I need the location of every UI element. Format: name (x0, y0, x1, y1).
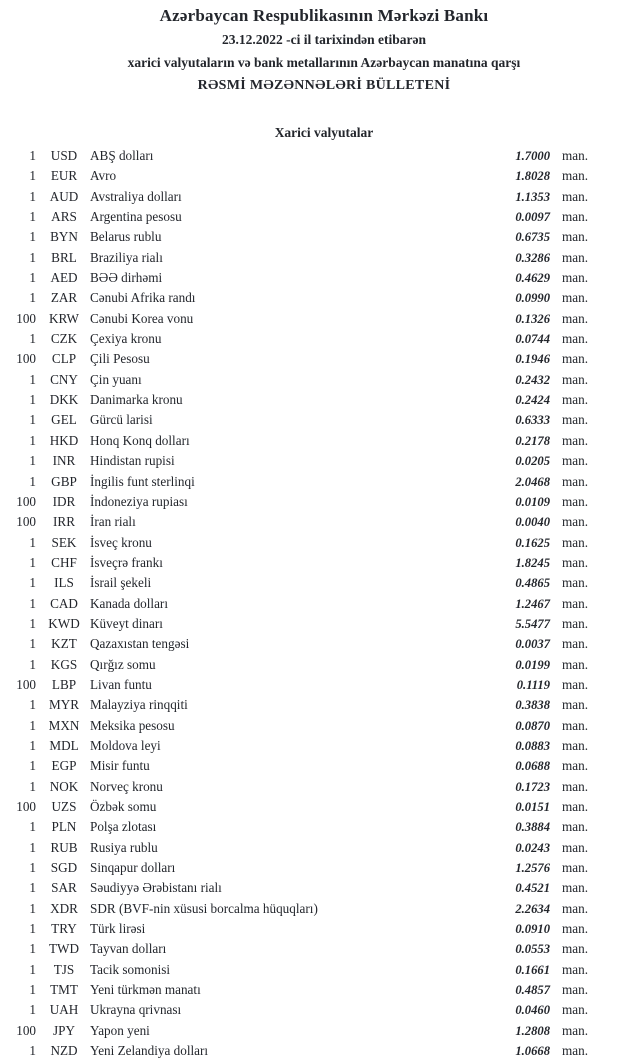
currency-unit: man. (562, 595, 589, 611)
table-row (8, 431, 597, 451)
currency-name: Qırğız somu (90, 656, 156, 672)
currency-quantity: 100 (16, 310, 36, 326)
currency-name: Tayvan dolları (90, 941, 167, 957)
currency-quantity: 1 (29, 331, 36, 347)
currency-rate: 0.0870 (515, 718, 550, 733)
currency-unit: man. (562, 921, 589, 937)
table-row (8, 370, 597, 390)
currency-quantity: 1 (29, 982, 36, 998)
currency-rate: 0.2424 (515, 393, 550, 408)
currency-rate: 0.0040 (515, 515, 550, 530)
currency-rate: 0.0097 (515, 210, 550, 225)
currency-rate: 0.2178 (515, 433, 550, 448)
currency-unit: man. (562, 636, 589, 652)
currency-code: CZK (50, 331, 78, 347)
currency-unit: man. (562, 615, 589, 631)
currency-name: BƏƏ dirhəmi (90, 270, 163, 286)
currency-code: KWD (48, 615, 80, 631)
bulletin-subtitle: xarici valyutaların və bank metallarının Azərbaycan manatına qarşı (127, 55, 521, 70)
table-row (8, 146, 597, 166)
currency-unit: man. (562, 819, 589, 835)
currency-rate: 0.0151 (515, 800, 550, 814)
rates-table (0, 146, 620, 1061)
currency-unit: man. (562, 839, 589, 855)
currency-code: NOK (49, 778, 79, 794)
currency-unit: man. (562, 148, 589, 163)
currency-name: Braziliya rialı (90, 249, 163, 265)
currency-name: Argentina pesosu (90, 209, 182, 225)
currency-quantity: 1 (29, 168, 36, 184)
bulletin-title: RƏSMİ MƏZƏNNƏLƏRİ BÜLLETENİ (197, 78, 451, 93)
currency-unit: man. (562, 676, 589, 692)
currency-quantity: 1 (29, 880, 36, 896)
currency-rate: 0.1326 (515, 311, 550, 326)
currency-quantity: 1 (29, 758, 36, 774)
currency-code: SAR (51, 880, 77, 896)
table-row (8, 573, 597, 593)
table-row (8, 614, 597, 634)
currency-name: Honq Konq dolları (90, 432, 190, 448)
currency-name: Tacik somonisi (90, 961, 171, 977)
table-row (8, 716, 597, 736)
currency-quantity: 100 (16, 514, 36, 530)
currency-name: Yapon yeni (90, 1022, 150, 1038)
currency-rate: 0.0990 (515, 291, 550, 306)
currency-rate: 0.4865 (515, 576, 550, 591)
currency-name: İndoneziya rupiası (90, 493, 188, 509)
currency-unit: man. (562, 961, 589, 977)
table-row (8, 533, 597, 553)
currency-quantity: 1 (29, 1002, 36, 1018)
table-row (8, 695, 597, 715)
currency-code: CAD (50, 595, 78, 611)
table-row (8, 1041, 597, 1061)
currency-quantity: 1 (29, 229, 36, 245)
currency-name: Gürcü larisi (90, 412, 153, 428)
currency-rate: 0.1661 (515, 962, 550, 977)
currency-quantity: 1 (29, 554, 36, 570)
currency-unit: man. (562, 534, 589, 550)
currency-code: XDR (50, 900, 78, 916)
table-row (8, 919, 597, 939)
currency-code: RUB (50, 839, 78, 855)
currency-rate: 0.3838 (515, 698, 550, 713)
currency-unit: man. (562, 270, 589, 286)
currency-code: KRW (48, 310, 80, 326)
currency-rate: 0.0243 (515, 840, 550, 855)
currency-code: ARS (51, 209, 77, 225)
currency-rate: 1.0668 (515, 1044, 550, 1059)
currency-rate: 0.0910 (515, 922, 550, 937)
currency-quantity: 1 (29, 900, 36, 916)
currency-name: Çin yuanı (90, 371, 142, 387)
table-row (8, 553, 597, 573)
currency-unit: man. (562, 290, 589, 306)
currency-name: Sinqapur dolları (90, 860, 176, 876)
currency-code: UZS (51, 799, 77, 814)
currency-rate: 1.2467 (515, 596, 550, 611)
table-row (8, 451, 597, 471)
table-row (8, 187, 597, 207)
currency-code: ZAR (50, 290, 78, 306)
currency-quantity: 1 (29, 270, 36, 286)
table-row (8, 309, 597, 329)
currency-quantity: 1 (29, 737, 36, 753)
currency-code: TMT (50, 982, 78, 998)
currency-unit: man. (562, 1022, 589, 1038)
currency-code: KZT (51, 636, 77, 652)
currency-name: ABŞ dolları (90, 148, 154, 163)
table-row (8, 1000, 597, 1020)
currency-code: BYN (50, 229, 78, 245)
currency-code: TRY (51, 921, 77, 937)
currency-name: Livan funtu (90, 676, 152, 692)
table-row (8, 288, 597, 308)
table-row (8, 166, 597, 186)
currency-unit: man. (562, 371, 589, 387)
currency-name: Rusiya rublu (90, 839, 158, 855)
table-row (8, 899, 597, 919)
currency-name: Səudiyyə Ərəbistanı rialı (90, 880, 222, 896)
currency-unit: man. (562, 1043, 589, 1059)
currency-unit: man. (562, 168, 589, 184)
currency-rate: 1.8028 (515, 169, 550, 184)
currency-name: Küveyt dinarı (90, 615, 163, 631)
currency-quantity: 1 (29, 148, 36, 163)
currency-code: TJS (53, 961, 75, 977)
currency-rate: 0.1119 (516, 677, 550, 692)
currency-code: EGP (51, 758, 77, 774)
currency-quantity: 100 (16, 676, 36, 692)
table-row (8, 960, 597, 980)
currency-name: Ukrayna qrivnası (90, 1002, 182, 1018)
currency-rate: 1.2576 (515, 861, 550, 876)
table-row (8, 512, 597, 532)
currency-quantity: 1 (29, 615, 36, 631)
currency-name: Cənubi Korea vonu (90, 310, 194, 326)
currency-quantity: 1 (29, 432, 36, 448)
currency-quantity: 1 (29, 717, 36, 733)
currency-name: İsveç kronu (90, 534, 152, 550)
currency-unit: man. (562, 758, 589, 774)
table-row (8, 472, 597, 492)
currency-code: JPY (53, 1022, 75, 1038)
currency-rate: 5.5477 (515, 616, 550, 631)
table-row (8, 410, 597, 430)
currency-rate: 0.6735 (515, 230, 550, 245)
currency-rate: 1.7000 (515, 149, 550, 163)
currency-unit: man. (562, 880, 589, 896)
currency-quantity: 1 (29, 371, 36, 387)
currency-name: Cənubi Afrika randı (90, 290, 196, 306)
currency-name: Türk lirəsi (90, 921, 146, 937)
currency-code: IDR (52, 493, 76, 509)
table-row (8, 777, 597, 797)
currency-quantity: 1 (29, 839, 36, 855)
currency-name: Misir funtu (90, 758, 150, 774)
table-row (8, 878, 597, 898)
table-row (8, 634, 597, 654)
currency-quantity: 1 (29, 392, 36, 408)
currency-quantity: 1 (29, 188, 36, 204)
currency-quantity: 1 (29, 819, 36, 835)
currency-code: LBP (51, 676, 77, 692)
table-row (8, 329, 597, 349)
currency-quantity: 1 (29, 453, 36, 469)
currency-code: BRL (51, 249, 77, 265)
table-row (8, 980, 597, 1000)
currency-name: SDR (BVF-nin xüsusi borcalma hüquqları) (90, 900, 318, 916)
currency-code: INR (52, 453, 76, 469)
currency-quantity: 1 (29, 209, 36, 225)
currency-rate: 0.0744 (515, 332, 550, 347)
currency-code: KGS (50, 656, 78, 672)
currency-quantity: 1 (29, 473, 36, 489)
table-row (8, 248, 597, 268)
currency-rate: 0.0109 (515, 494, 550, 509)
currency-rate: 1.1353 (515, 189, 550, 204)
currency-name: Çili Pesosu (90, 351, 150, 367)
currency-rate: 2.0468 (515, 474, 550, 489)
currency-quantity: 100 (16, 351, 36, 367)
currency-unit: man. (562, 799, 589, 814)
currency-unit: man. (562, 432, 589, 448)
table-row (8, 675, 597, 695)
currency-rate: 0.1625 (515, 535, 550, 550)
currency-code: CNY (50, 371, 78, 387)
currency-code: TWD (48, 941, 80, 957)
currency-rate: 0.1946 (515, 352, 550, 367)
currency-unit: man. (562, 310, 589, 326)
currency-quantity: 1 (29, 860, 36, 876)
currency-quantity: 1 (29, 575, 36, 591)
currency-quantity: 1 (29, 290, 36, 306)
table-row (8, 756, 597, 776)
currency-code: CLP (51, 351, 77, 367)
currency-rate: 0.4857 (515, 983, 550, 998)
currency-rate: 0.4521 (515, 881, 550, 896)
currency-rate: 0.4629 (515, 271, 550, 286)
table-row (8, 492, 597, 512)
currency-rate: 0.2432 (515, 372, 550, 387)
table-row (8, 349, 597, 369)
currency-code: EUR (50, 168, 78, 184)
currency-quantity: 1 (29, 941, 36, 957)
currency-unit: man. (562, 188, 589, 204)
currency-rate: 0.0460 (515, 1003, 550, 1018)
currency-unit: man. (562, 554, 589, 570)
table-row (8, 227, 597, 247)
currency-code: PLN (51, 819, 77, 835)
currency-code: ILS (54, 575, 74, 591)
table-row (8, 390, 597, 410)
currency-quantity: 1 (29, 636, 36, 652)
currency-rate: 2.2634 (515, 901, 550, 916)
currency-unit: man. (562, 982, 589, 998)
currency-unit: man. (562, 249, 589, 265)
currency-name: Meksika pesosu (90, 717, 175, 733)
table-row (8, 817, 597, 837)
currency-quantity: 100 (16, 799, 36, 814)
currency-name: Yeni türkmən manatı (90, 982, 201, 998)
currency-code: IRR (53, 514, 75, 530)
currency-code: USD (50, 148, 78, 163)
currency-quantity: 1 (29, 656, 36, 672)
currency-unit: man. (562, 331, 589, 347)
currency-name: Malayziya rinqqiti (90, 697, 188, 713)
currency-code: AUD (49, 188, 79, 204)
currency-code: UAH (49, 1002, 79, 1018)
currency-unit: man. (562, 514, 589, 530)
currency-unit: man. (562, 473, 589, 489)
currency-quantity: 1 (29, 921, 36, 937)
table-row (8, 736, 597, 756)
currency-quantity: 1 (29, 534, 36, 550)
table-row (8, 594, 597, 614)
currency-name: Avro (90, 168, 117, 184)
currency-code: SEK (51, 534, 77, 550)
currency-name: Polşa zlotası (90, 819, 157, 835)
currency-unit: man. (562, 229, 589, 245)
table-row (8, 838, 597, 858)
currency-name: Özbək somu (90, 799, 157, 814)
currency-unit: man. (562, 209, 589, 225)
currency-name: Kanada dolları (90, 595, 168, 611)
currency-unit: man. (562, 493, 589, 509)
currency-rate: 1.2808 (515, 1023, 550, 1038)
currency-name: Norveç kronu (90, 778, 163, 794)
currency-unit: man. (562, 575, 589, 591)
table-row (8, 939, 597, 959)
bank-name-title: Azərbaycan Respublikasının Mərkəzi Bankı (159, 6, 489, 25)
currency-rate: 0.0688 (515, 759, 550, 774)
currency-quantity: 1 (29, 1043, 36, 1059)
currency-code: GEL (51, 412, 77, 428)
currency-unit: man. (562, 697, 589, 713)
table-row (8, 1021, 597, 1041)
currency-unit: man. (562, 737, 589, 753)
currency-name: Çexiya kronu (90, 331, 162, 347)
table-row (8, 655, 597, 675)
table-row (8, 858, 597, 878)
currency-rate: 0.3884 (515, 820, 550, 835)
currency-rate: 0.3286 (515, 250, 550, 265)
currency-name: İsrail şekeli (90, 575, 152, 591)
currency-name: İngilis funt sterlinqi (90, 473, 195, 489)
currency-unit: man. (562, 392, 589, 408)
currency-name: Yeni Zelandiya dolları (90, 1043, 209, 1059)
currency-unit: man. (562, 717, 589, 733)
currency-quantity: 1 (29, 595, 36, 611)
currency-name: Qazaxıstan tengəsi (90, 636, 190, 652)
currency-code: AED (50, 270, 78, 286)
currency-rate: 0.1723 (515, 779, 550, 794)
currency-rate: 0.0205 (515, 454, 550, 469)
currency-rate: 0.0553 (515, 942, 550, 957)
currency-rate: 0.0037 (515, 637, 550, 652)
currency-quantity: 1 (29, 697, 36, 713)
currency-code: MDL (49, 737, 79, 753)
currency-code: SGD (50, 860, 78, 876)
currency-unit: man. (562, 1002, 589, 1018)
currency-rate: 1.8245 (515, 555, 550, 570)
currency-unit: man. (562, 412, 589, 428)
currency-unit: man. (562, 860, 589, 876)
currency-name: Belarus rublu (90, 229, 162, 245)
currency-unit: man. (562, 351, 589, 367)
currency-code: MXN (48, 717, 80, 733)
currency-rate: 0.0883 (515, 738, 550, 753)
currency-quantity: 1 (29, 412, 36, 428)
table-row (8, 207, 597, 227)
currency-quantity: 1 (29, 249, 36, 265)
currency-unit: man. (562, 941, 589, 957)
currency-name: İsveçrə frankı (90, 554, 163, 570)
currency-code: MYR (48, 697, 80, 713)
currency-quantity: 1 (29, 961, 36, 977)
currency-name: Moldova leyi (90, 737, 161, 753)
currency-name: Hindistan rupisi (90, 453, 175, 469)
currency-unit: man. (562, 656, 589, 672)
table-row (8, 268, 597, 288)
currency-quantity: 100 (16, 1022, 36, 1038)
currency-quantity: 100 (16, 493, 36, 509)
currency-unit: man. (562, 453, 589, 469)
effective-date-line: 23.12.2022 -ci il tarixindən etibarən (222, 32, 426, 47)
currency-code: HKD (49, 432, 79, 448)
bulletin-header (0, 4, 620, 97)
currency-rate: 0.0199 (515, 657, 550, 672)
currency-code: NZD (50, 1043, 78, 1059)
currency-unit: man. (562, 900, 589, 916)
currency-unit: man. (562, 778, 589, 794)
currency-rate: 0.6333 (515, 413, 550, 428)
currency-name: İran rialı (90, 514, 136, 530)
table-row (8, 797, 597, 817)
currency-quantity: 1 (29, 778, 36, 794)
currency-code: CHF (51, 554, 77, 570)
section-title-foreign-currencies: Xarici valyutalar (274, 125, 374, 140)
currency-code: DKK (49, 392, 79, 408)
currency-name: Danimarka kronu (90, 392, 183, 408)
currency-name: Avstraliya dolları (90, 188, 182, 204)
currency-code: GBP (51, 473, 77, 489)
